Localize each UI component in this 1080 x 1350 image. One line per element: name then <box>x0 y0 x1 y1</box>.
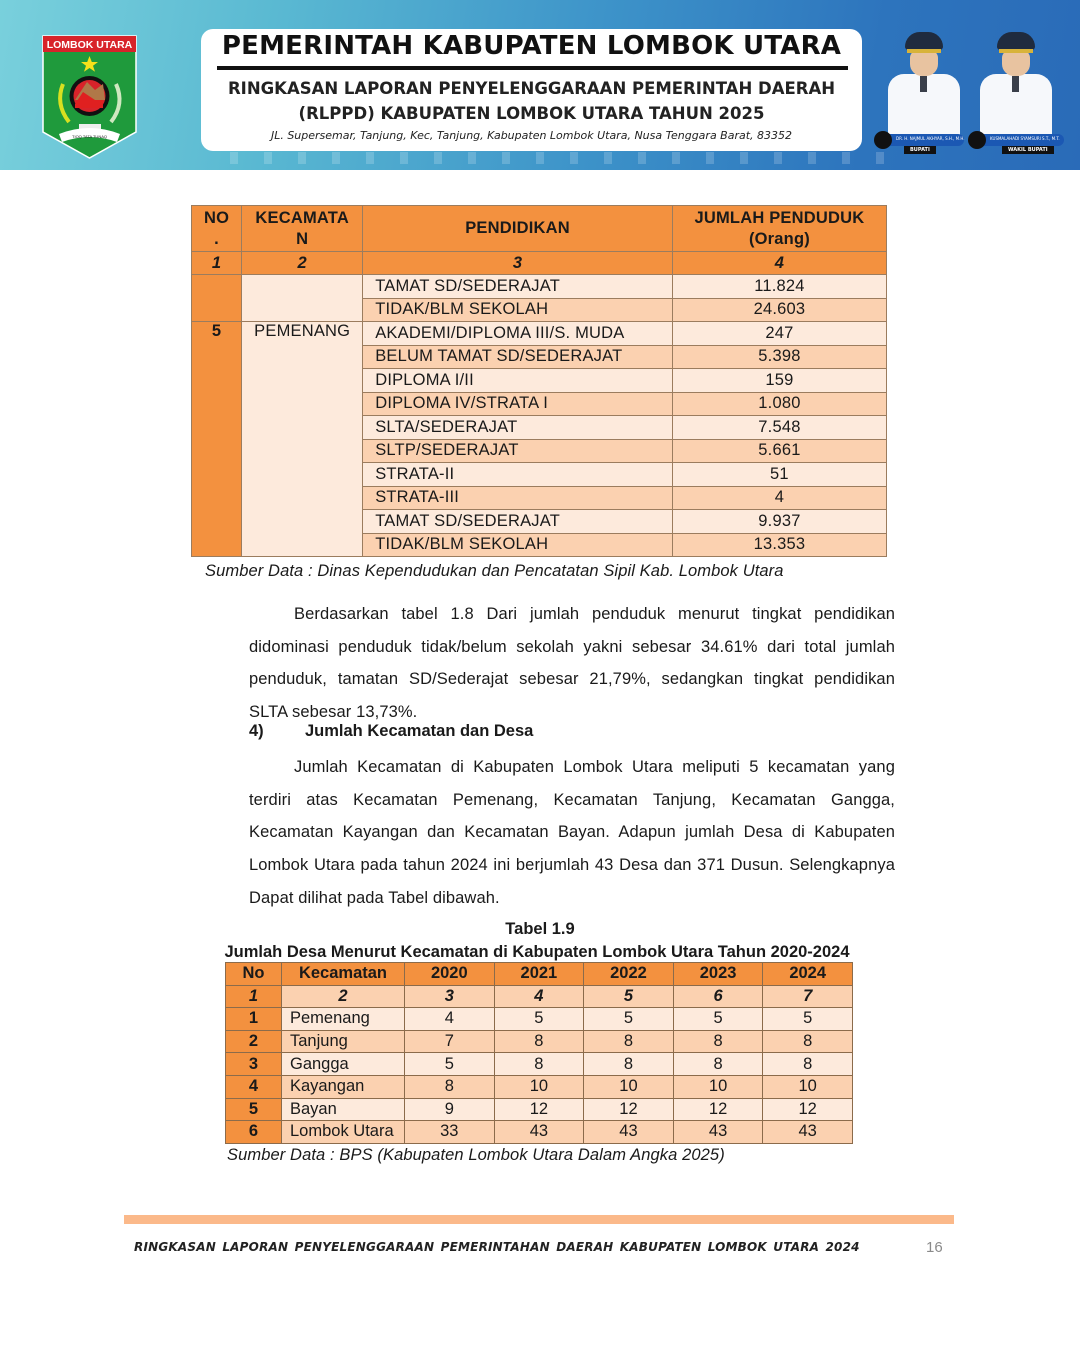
header-pendidikan: PENDIDIKAN <box>363 206 673 252</box>
jumlah-cell: 5.661 <box>672 439 886 463</box>
col-number: 1 <box>226 985 282 1008</box>
row-no: 6 <box>226 1121 282 1144</box>
subtitle-line-2: (RLPPD) KABUPATEN LOMBOK UTARA TAHUN 2025 <box>298 104 765 123</box>
government-title: PEMERINTAH KABUPATEN LOMBOK UTARA <box>221 31 842 61</box>
value-cell: 12 <box>494 1098 584 1121</box>
table-1-8-source: Sumber Data : Dinas Kependudukan dan Pencatatan Sipil Kab. Lombok Utara <box>205 562 784 580</box>
official-name: DR. H. NAJMUL AKHYAR, S.H., M.H. <box>896 136 965 141</box>
col-number: 6 <box>673 985 763 1008</box>
jumlah-cell: 9.937 <box>672 510 886 534</box>
value-cell: 5 <box>673 1008 763 1031</box>
no-cell-continued <box>192 275 242 322</box>
value-cell: 5 <box>584 1008 674 1031</box>
pendidikan-cell: TIDAK/BLM SEKOLAH <box>363 533 673 557</box>
official-bupati-figure <box>880 28 970 136</box>
kecamatan-cell: Lombok Utara <box>282 1121 405 1144</box>
header-year: 2021 <box>494 963 584 986</box>
row-no: 4 <box>226 1075 282 1098</box>
table-1-9-caption: Tabel 1.9 <box>505 920 575 938</box>
column-number-row <box>192 252 887 275</box>
header-jml-line2: (Orang) <box>748 229 810 248</box>
official-wakil-bupati-figure <box>972 28 1062 136</box>
nameplate-bupati <box>878 134 964 146</box>
jumlah-cell: 7.548 <box>672 416 886 440</box>
value-cell: 8 <box>584 1030 674 1053</box>
section-title: Jumlah Kecamatan dan Desa <box>305 722 534 740</box>
kecamatan-cell: PEMENANG <box>242 322 363 557</box>
col-number: 3 <box>363 252 673 275</box>
kecamatan-cell: Bayan <box>282 1098 405 1121</box>
value-cell: 10 <box>494 1075 584 1098</box>
value-cell: 5 <box>763 1008 853 1031</box>
header-banner <box>0 0 1080 170</box>
official-name: KUSMALAHADI SYAMSURI S.T., M.T. <box>990 136 1060 141</box>
table-header-row <box>192 206 887 252</box>
value-cell: 8 <box>584 1053 674 1076</box>
value-cell: 9 <box>405 1098 495 1121</box>
value-cell: 10 <box>673 1075 763 1098</box>
paragraph-kecamatan-desa <box>249 751 895 915</box>
row-no: 1 <box>226 1008 282 1031</box>
header-year: 2024 <box>763 963 853 986</box>
role-label: BUPATI <box>904 146 936 154</box>
no-cell: 5 <box>192 322 242 557</box>
jumlah-cell: 51 <box>672 463 886 487</box>
header-kecamatan: Kecamatan <box>282 963 405 986</box>
value-cell: 33 <box>405 1121 495 1144</box>
value-cell: 8 <box>673 1053 763 1076</box>
pendidikan-cell: TAMAT SD/SEDERAJAT <box>363 275 673 299</box>
row-no: 3 <box>226 1053 282 1076</box>
col-number: 2 <box>282 985 405 1008</box>
value-cell: 5 <box>405 1053 495 1076</box>
pendidikan-cell: DIPLOMA I/II <box>363 369 673 393</box>
section-heading <box>249 722 533 741</box>
education-population-table <box>191 205 887 557</box>
row-no: 2 <box>226 1030 282 1053</box>
value-cell: 7 <box>405 1030 495 1053</box>
table-1-9-source: Sumber Data : BPS (Kabupaten Lombok Utara Dalam Angka 2025) <box>227 1146 725 1164</box>
header-year: 2022 <box>584 963 674 986</box>
kecamatan-cell: Kayangan <box>282 1075 405 1098</box>
value-cell: 10 <box>763 1075 853 1098</box>
header-jumlah <box>672 206 886 252</box>
title-underline <box>217 66 848 70</box>
table-row <box>226 1053 853 1076</box>
value-cell: 43 <box>494 1121 584 1144</box>
header-no <box>192 206 242 252</box>
nameplate-wakil-bupati <box>972 134 1064 146</box>
header-no-line1: NO <box>204 208 230 227</box>
jumlah-cell: 11.824 <box>672 275 886 299</box>
lombok-utara-crest-logo <box>41 34 138 160</box>
table-row <box>192 275 887 299</box>
jumlah-cell: 5.398 <box>672 345 886 369</box>
report-subtitle <box>201 76 862 126</box>
table-header-row <box>226 963 853 986</box>
jumlah-cell: 4 <box>672 486 886 510</box>
jumlah-cell: 1.080 <box>672 392 886 416</box>
pendidikan-cell: DIPLOMA IV/STRATA I <box>363 392 673 416</box>
header-kec-line2: N <box>296 229 309 248</box>
value-cell: 8 <box>494 1030 584 1053</box>
header-no: No <box>226 963 282 986</box>
title-card <box>201 29 862 151</box>
svg-text:LOMBOK UTARA: LOMBOK UTARA <box>46 39 133 51</box>
column-number-row <box>226 985 853 1008</box>
col-number: 1 <box>192 252 242 275</box>
table-row <box>226 1098 853 1121</box>
header-kec-line1: KECAMATA <box>255 208 349 227</box>
table-row-total <box>226 1121 853 1144</box>
value-cell: 12 <box>763 1098 853 1121</box>
kecamatan-cell: Gangga <box>282 1053 405 1076</box>
kecamatan-cell-continued <box>242 275 363 322</box>
village-count-table <box>225 962 853 1144</box>
value-cell: 10 <box>584 1075 674 1098</box>
value-cell: 4 <box>405 1008 495 1031</box>
pendidikan-cell: TIDAK/BLM SEKOLAH <box>363 298 673 322</box>
paragraph-text: Jumlah Kecamatan di Kabupaten Lombok Utara meliputi 5 kecamatan yang terdiri atas Kecamatan Pemenang, Kecamatan Tanjung, Kecamatan Gangga, Kecamatan Kayangan dan Kecamatan Bayan. Adapun jumlah Desa di Kabupaten Lombok Utara pada tahun 2024 ini berjumlah 43 Desa dan 371 Dusun. Selengkapnya Dapat dilihat pada Tabel dibawah. <box>249 758 895 907</box>
table-row <box>226 1030 853 1053</box>
subtitle-line-1: RINGKASAN LAPORAN PENYELENGGARAAN PEMERINTAH DAERAH <box>227 79 836 98</box>
section-number: 4) <box>249 722 264 740</box>
value-cell: 8 <box>763 1053 853 1076</box>
page-number: 16 <box>926 1239 943 1256</box>
table-row <box>226 1008 853 1031</box>
role-label: WAKIL BUPATI <box>1002 146 1054 154</box>
value-cell: 12 <box>673 1098 763 1121</box>
value-cell: 12 <box>584 1098 674 1121</box>
table-row <box>226 1075 853 1098</box>
pendidikan-cell: STRATA-III <box>363 486 673 510</box>
table-row <box>192 322 887 346</box>
jumlah-cell: 247 <box>672 322 886 346</box>
office-address: JL. Supersemar, Tanjung, Kec, Tanjung, Kabupaten Lombok Utara, Nusa Tenggara Barat, 83352 <box>270 129 793 142</box>
col-number: 7 <box>763 985 853 1008</box>
kecamatan-cell: Tanjung <box>282 1030 405 1053</box>
kecamatan-cell: Pemenang <box>282 1008 405 1031</box>
pendidikan-cell: BELUM TAMAT SD/SEDERAJAT <box>363 345 673 369</box>
col-number: 2 <box>242 252 363 275</box>
value-cell: 43 <box>763 1121 853 1144</box>
value-cell: 8 <box>405 1075 495 1098</box>
officials-photo <box>872 28 1072 158</box>
pendidikan-cell: SLTA/SEDERAJAT <box>363 416 673 440</box>
table-1-9-title: Jumlah Desa Menurut Kecamatan di Kabupaten Lombok Utara Tahun 2020-2024 <box>224 943 850 961</box>
value-cell: 8 <box>763 1030 853 1053</box>
value-cell: 8 <box>673 1030 763 1053</box>
pendidikan-cell: AKADEMI/DIPLOMA III/S. MUDA <box>363 322 673 346</box>
col-number: 4 <box>672 252 886 275</box>
jumlah-cell: 24.603 <box>672 298 886 322</box>
header-year: 2023 <box>673 963 763 986</box>
pendidikan-cell: SLTP/SEDERAJAT <box>363 439 673 463</box>
value-cell: 43 <box>584 1121 674 1144</box>
banner-decoration <box>230 152 890 164</box>
col-number: 4 <box>494 985 584 1008</box>
paragraph-education-summary <box>249 598 895 729</box>
value-cell: 43 <box>673 1121 763 1144</box>
footer-report-title: RINGKASAN LAPORAN PENYELENGGARAAN PEMERINTAHAN DAERAH KABUPATEN LOMBOK UTARA 2024 <box>134 1240 860 1254</box>
value-cell: 5 <box>494 1008 584 1031</box>
row-no: 5 <box>226 1098 282 1121</box>
header-kecamatan <box>242 206 363 252</box>
col-number: 3 <box>405 985 495 1008</box>
paragraph-text: Berdasarkan tabel 1.8 Dari jumlah penduduk menurut tingkat pendidikan didominasi penduduk tidak/belum sekolah yakni sebesar 34.61% dari total jumlah penduduk, tamatan SD/Sederajat sebesar 21,79%, sedangkan tingkat pendidikan SLTA sebesar 13,73%. <box>249 605 895 722</box>
svg-text:TIOQ TATA TUNAQ: TIOQ TATA TUNAQ <box>72 134 107 139</box>
footer-divider <box>124 1215 954 1224</box>
jumlah-cell: 159 <box>672 369 886 393</box>
pendidikan-cell: STRATA-II <box>363 463 673 487</box>
pendidikan-cell: TAMAT SD/SEDERAJAT <box>363 510 673 534</box>
header-no-line2: . <box>214 229 219 248</box>
value-cell: 8 <box>494 1053 584 1076</box>
col-number: 5 <box>584 985 674 1008</box>
jumlah-cell: 13.353 <box>672 533 886 557</box>
header-jml-line1: JUMLAH PENDUDUK <box>694 208 865 227</box>
header-year: 2020 <box>405 963 495 986</box>
